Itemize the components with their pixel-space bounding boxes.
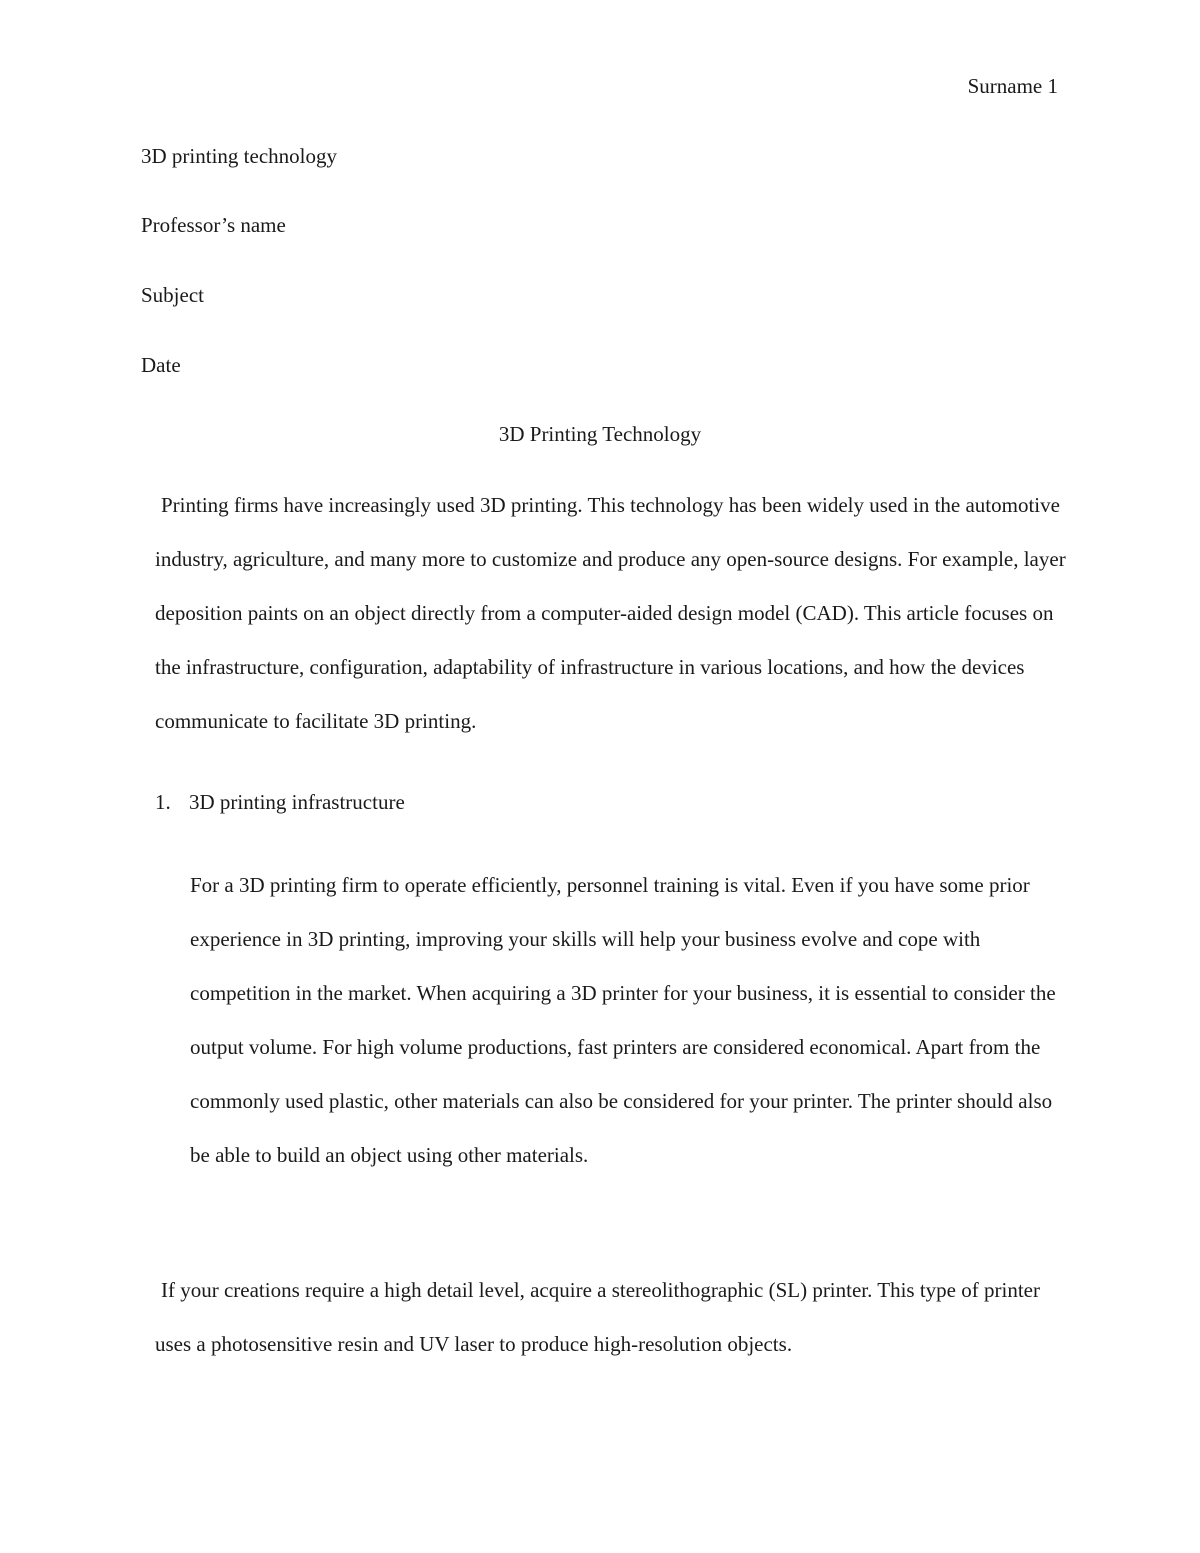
- intro-paragraph: Printing firms have increasingly used 3D printing. This technology has been widely used in the automotive industry, agriculture, and many more to customize and produce any open-source designs. For example, layer deposition paints on an object directly from a computer-aided design model (CAD). This article focuses on the infrastructure, configuration, adaptability of infrastructure in various locations, and how the devices communicate to facilitate 3D printing.: [155, 493, 1066, 733]
- heading-professor: Professor’s name: [141, 213, 286, 237]
- heading-title-line: 3D printing technology: [141, 144, 337, 168]
- section-number: 1.: [155, 790, 171, 814]
- section-heading-text: 3D printing infrastructure: [189, 790, 405, 814]
- closing-paragraph: If your creations require a high detail level, acquire a stereolithographic (SL) printer. This type of printer uses a photosensitive resin and UV laser to produce high-resolution objects.: [155, 1278, 1040, 1356]
- heading-subject: Subject: [141, 283, 204, 307]
- document-title: 3D Printing Technology: [498, 422, 702, 446]
- running-head: Surname 1: [967, 74, 1058, 98]
- heading-date: Date: [141, 353, 181, 377]
- section-heading: [155, 790, 405, 815]
- section-paragraph: For a 3D printing firm to operate efficiently, personnel training is vital. Even if you have some prior experience in 3D printing, improving your skills will help your business evolve and cope with competition in the market. When acquiring a 3D printer for your business, it is essential to consider the output volume. For high volume productions, fast printers are considered economical. Apart from the commonly used plastic, other materials can also be considered for your printer. The printer should also be able to build an object using other materials.: [190, 873, 1056, 1167]
